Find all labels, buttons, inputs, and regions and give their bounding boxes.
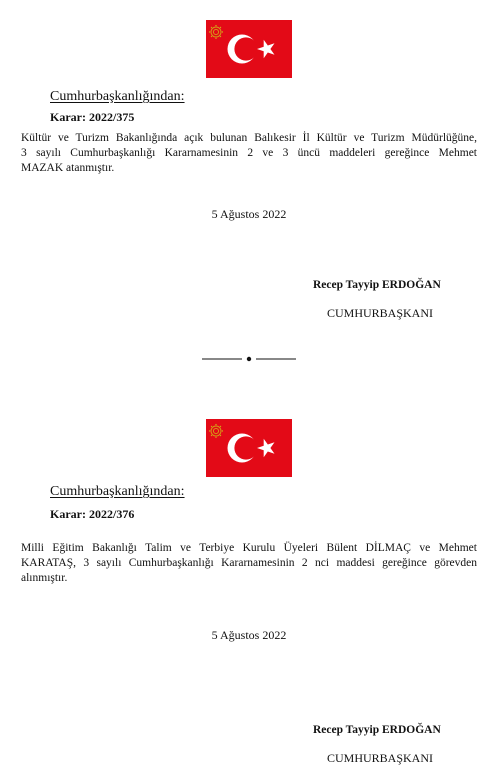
issuer-heading: Cumhurbaşkanlığından: xyxy=(50,484,185,499)
decree-body xyxy=(21,541,477,586)
separator-dot-icon xyxy=(200,352,298,364)
signer-title: CUMHURBAŞKANI xyxy=(327,751,434,765)
turkish-flag-icon xyxy=(206,20,292,78)
decree-date: 5 Ağustos 2022 xyxy=(211,207,287,221)
decree-date: 5 Ağustos 2022 xyxy=(211,628,287,642)
signer-name: Recep Tayyip ERDOĞAN xyxy=(313,279,441,291)
signer-title: CUMHURBAŞKANI xyxy=(327,306,434,320)
signer-name: Recep Tayyip ERDOĞAN xyxy=(313,724,441,736)
decree-body-line: 3 sayılı Cumhurbaşkanlığı Kararnamesinin 2 ve 3 üncü maddeleri gereğince Mehmet xyxy=(21,147,477,159)
decree-body-line: alınmıştır. xyxy=(21,572,68,584)
decree-number: Karar: 2022/376 xyxy=(50,507,135,521)
decree-body-line: KARATAŞ, 3 sayılı Cumhurbaşkanlığı Kararnamesinin 2 nci maddesi gereğince görevden xyxy=(21,557,477,569)
decree-body xyxy=(21,131,477,176)
decree-body-line: Milli Eğitim Bakanlığı Talim ve Terbiye Kurulu Üyeleri Bülent DİLMAÇ ve Mehmet xyxy=(21,542,477,554)
turkish-flag-icon xyxy=(206,419,292,477)
decree-body-line: MAZAK atanmıştır. xyxy=(21,162,115,174)
decree-number: Karar: 2022/375 xyxy=(50,110,135,124)
issuer-heading: Cumhurbaşkanlığından: xyxy=(50,89,185,104)
decree-body-line: Kültür ve Turizm Bakanlığında açık bulunan Balıkesir İl Kültür ve Turizm Müdürlüğüne, xyxy=(21,132,477,144)
